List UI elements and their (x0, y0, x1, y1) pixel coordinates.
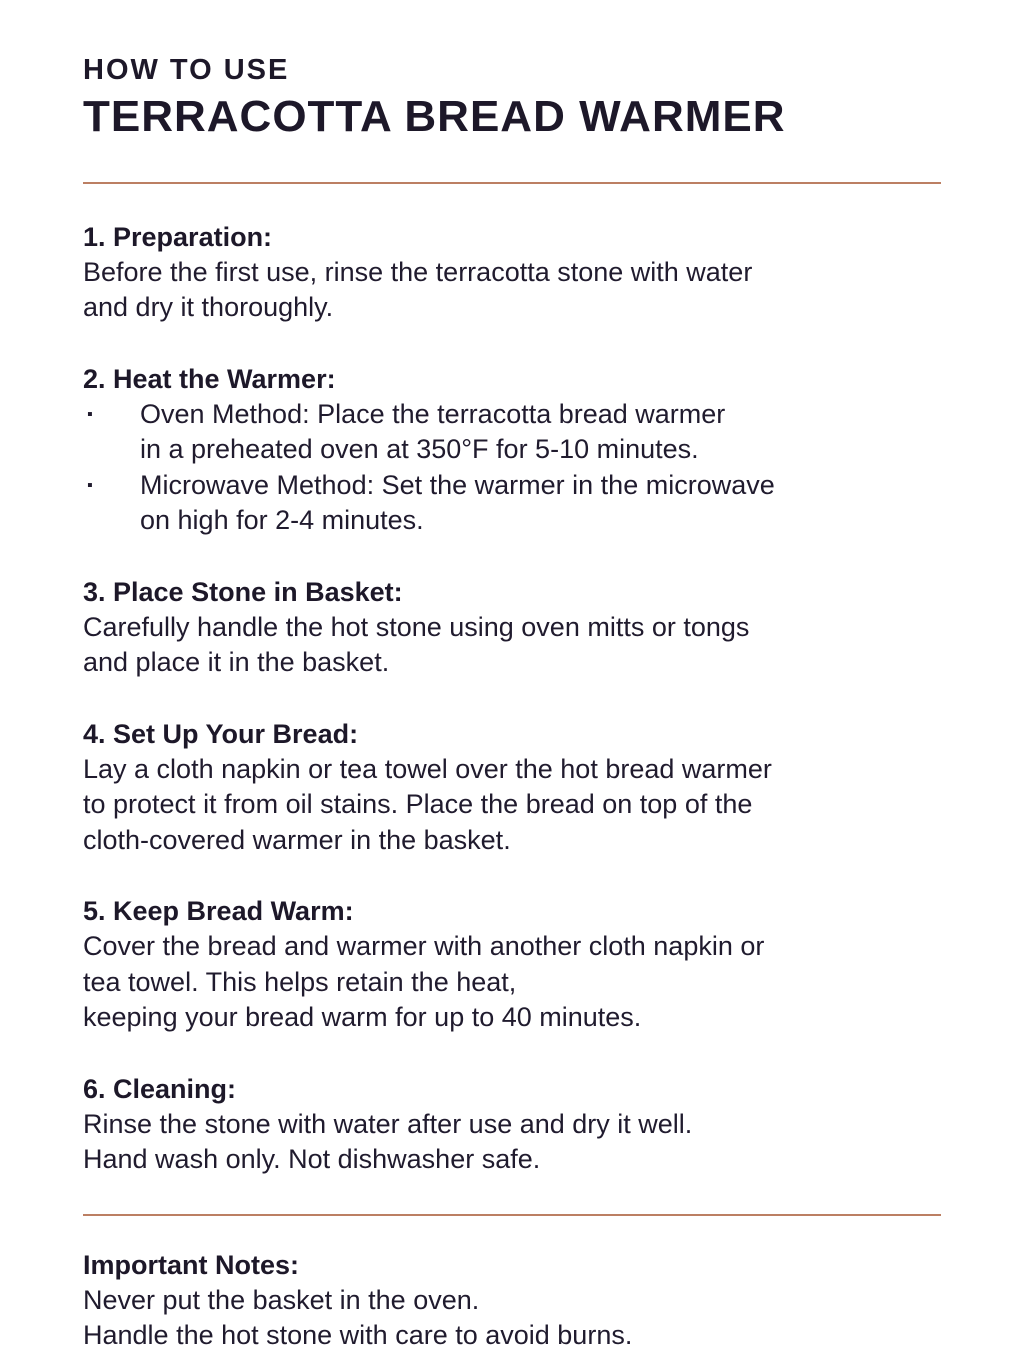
top-divider (83, 182, 941, 184)
eyebrow-heading: HOW TO USE (83, 54, 290, 86)
body-text-line: cloth-covered warmer in the basket. (83, 824, 511, 855)
bullet-text (140, 468, 941, 539)
body-text-line: on high for 2-4 minutes. (140, 505, 424, 536)
body-text-line: to protect it from oil stains. Place the bread on top of the (83, 789, 753, 820)
section-heading: 1. Preparation: (83, 221, 273, 252)
bullet-text (140, 397, 941, 468)
square-bullet-icon: ▪ (87, 476, 93, 494)
body-text-line: Lay a cloth napkin or tea towel over the hot bread warmer (83, 753, 772, 784)
body-text-line: tea towel. This helps retain the heat, (83, 966, 517, 997)
sections-container (83, 220, 941, 1178)
body-text-line: Hand wash only. Not dishwasher safe. (83, 1144, 541, 1175)
important-notes-section (83, 1248, 941, 1354)
bottom-divider (83, 1214, 941, 1216)
bullet-list-item (83, 397, 941, 468)
section-heading: 5. Keep Bread Warm: (83, 896, 354, 927)
body-text-line: Carefully handle the hot stone using oven mitts or tongs (83, 611, 750, 642)
section-4 (83, 717, 941, 859)
body-text-line: Oven Method: Place the terracotta bread warmer (140, 398, 726, 429)
section-heading: 4. Set Up Your Bread: (83, 718, 359, 749)
body-text-line: Never put the basket in the oven. (83, 1284, 480, 1315)
section-heading: 2. Heat the Warmer: (83, 363, 336, 394)
body-text-line: Before the first use, rinse the terracotta stone with water (83, 256, 753, 287)
body-text-line: and dry it thoroughly. (83, 292, 334, 323)
body-text-line: Microwave Method: Set the warmer in the microwave (140, 469, 775, 500)
important-notes-heading: Important Notes: (83, 1249, 299, 1280)
body-text-line: keeping your bread warm for up to 40 minutes. (83, 1002, 642, 1033)
body-text-line: and place it in the basket. (83, 647, 390, 678)
section-1 (83, 220, 941, 326)
section-heading: 6. Cleaning: (83, 1073, 237, 1104)
bullet-list-item (83, 468, 941, 539)
body-text-line: in a preheated oven at 350°F for 5-10 minutes. (140, 434, 699, 465)
square-bullet-icon: ▪ (87, 405, 93, 423)
section-heading: 3. Place Stone in Basket: (83, 576, 403, 607)
page-title: TERRACOTTA BREAD WARMER (83, 92, 786, 142)
body-text-line: Cover the bread and warmer with another cloth napkin or (83, 931, 765, 962)
section-2 (83, 362, 941, 539)
body-text-line: Rinse the stone with water after use and dry it well. (83, 1108, 693, 1139)
section-5 (83, 894, 941, 1036)
important-notes-body (83, 1283, 941, 1354)
section-3 (83, 575, 941, 681)
body-text-line: Handle the hot stone with care to avoid burns. (83, 1320, 633, 1351)
section-6 (83, 1072, 941, 1178)
